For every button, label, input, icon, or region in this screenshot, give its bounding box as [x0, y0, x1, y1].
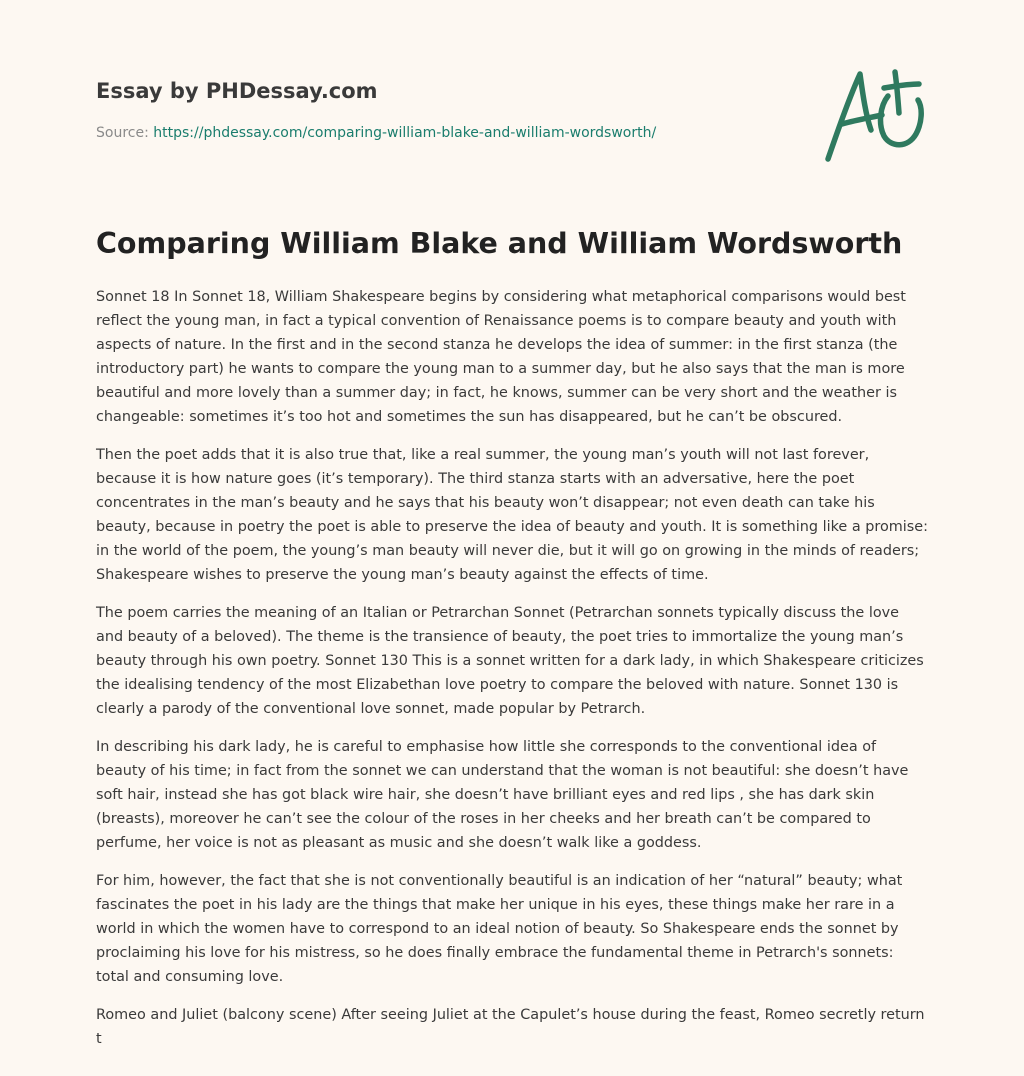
essay-paragraph: Romeo and Juliet (balcony scene) After seeing Juliet at the Capulet’s house during the feast, Romeo secretly return t — [96, 1007, 925, 1047]
a-plus-icon — [816, 66, 934, 166]
essay-paragraph: In describing his dark lady, he is careful to emphasise how little she corresponds to the conventional idea of beauty of his time; in fact from the sonnet we can understand that the woman is not beautiful: she doesn’t have soft hair, instead she has got black wire hair, she doesn’t have brilliant eyes and red lips , she has dark skin (breasts), moreover he can’t see the colour of the roses in her cheeks and her breath can’t be compared to perfume, her voice is not as pleasant as music and she doesn’t walk like a goddess. — [96, 739, 909, 851]
source-label: Source: — [96, 125, 154, 141]
site-title: Essay by PHDessay.com — [96, 79, 378, 103]
essay-paragraph: Then the poet adds that it is also true that, like a real summer, the young man’s youth will not last forever, because it is how nature goes (it’s temporary). The third stanza starts with an adversative, here the poet concentrates in the man’s beauty and he says that his beauty won’t disappear; not even death can take his beauty, because in poetry the poet is able to preserve the idea of beauty and youth. It is something like a promise: in the world of the poem, the young’s man beauty will never die, but it will go on growing in the minds of readers; Shakespeare wishes to preserve the young man’s beauty against the effects of time. — [96, 447, 928, 583]
essay-paragraph: Sonnet 18 In Sonnet 18, William Shakespeare begins by considering what metaphorical comparisons would best reflect the young man, in fact a typical convention of Renaissance poems is to compare beauty and youth with aspects of nature. In the first and in the second stanza he develops the idea of summer: in the first stanza (the introductory part) he wants to compare the young man to a summer day, but he also says that the man is more beautiful and more lovely than a summer day; in fact, he knows, summer can be very short and the weather is changeable: sometimes it’s too hot and sometimes the sun has disappeared, but he can’t be obscured. — [96, 289, 906, 425]
source-link[interactable]: https://phdessay.com/comparing-william-blake-and-william-wordsworth/ — [153, 125, 657, 141]
essay-title: Comparing William Blake and William Wordsworth — [96, 227, 903, 260]
essay-body — [96, 285, 930, 1065]
essay-paragraph: The poem carries the meaning of an Italian or Petrarchan Sonnet (Petrarchan sonnets typically discuss the love and beauty of a beloved). The theme is the transience of beauty, the poet tries to immortalize the young man’s beauty through his own poetry. Sonnet 130 This is a sonnet written for a dark lady, in which Shakespeare criticizes the idealising tendency of the most Elizabethan love poetry to compare the beloved with nature. Sonnet 130 is clearly a parody of the conventional love sonnet, made popular by Petrarch. — [96, 605, 924, 717]
source-line — [96, 123, 656, 143]
essay-paragraph: For him, however, the fact that she is not conventionally beautiful is an indication of her “natural” beauty; what fascinates the poet in his lady are the things that make her unique in his eyes, these things make her rare in a world in which the women have to correspond to an ideal notion of beauty. So Shakespeare ends the sonnet by proclaiming his love for his mistress, so he does finally embrace the fundamental theme in Petrarch's sonnets: total and consuming love. — [96, 873, 903, 985]
